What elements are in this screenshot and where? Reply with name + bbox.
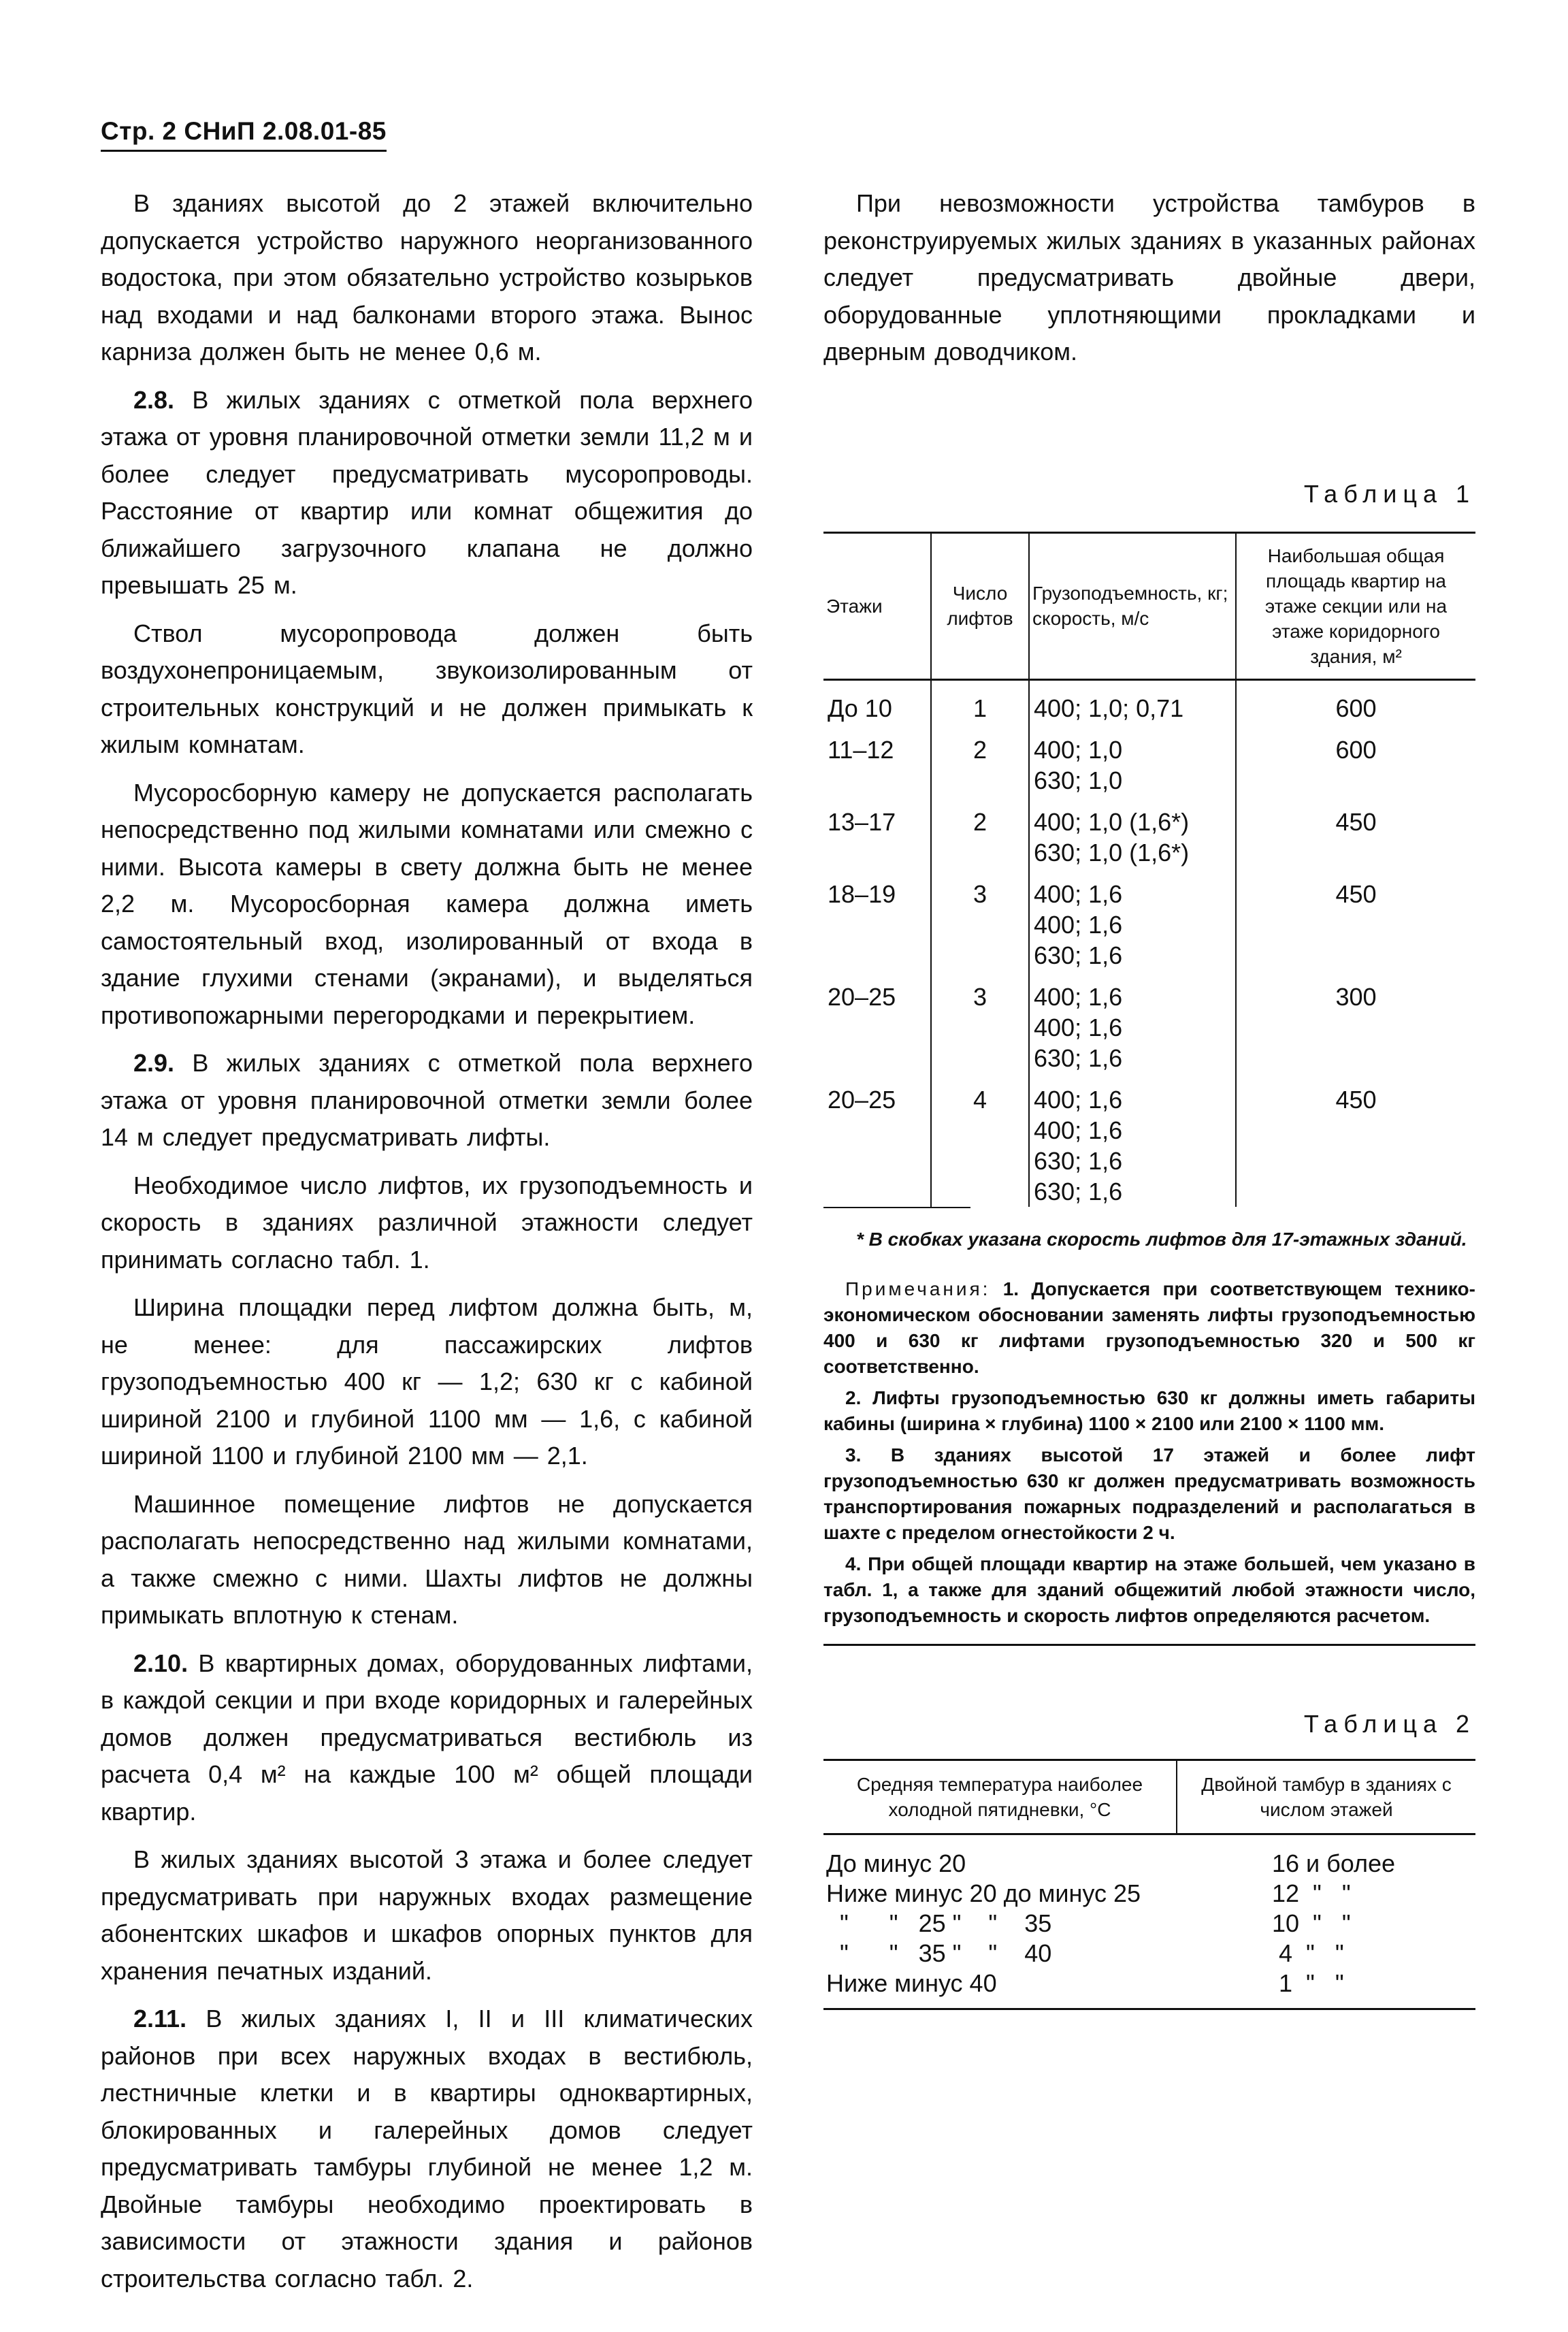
table-cell: 450 <box>1335 807 1377 836</box>
table-row <box>823 1083 1475 1207</box>
table-row <box>823 980 1475 1083</box>
note-item: 3. В зданиях высотой 17 этажей и более лифт грузоподъемностью 630 кг должен предусматривать возможность транспортирования пожарных подразделений и располагаться в шахте с пределом огнестойкости 2 ч. <box>823 1444 1475 1543</box>
table-cell: 400; 1,0 (1,6*) 630; 1,0 (1,6*) <box>1029 805 1236 877</box>
table-cell: Ниже минус 40 <box>823 1969 1177 2009</box>
table-2 <box>823 1759 1475 2010</box>
page-header: Стр. 2 СНиП 2.08.01-85 <box>101 117 387 152</box>
table-cell: 4 <box>931 1083 1029 1207</box>
paragraph: При невозможности устройства тамбуров в реконструируемых жилых зданиях в указанных районах следует предусматривать двойные двери, оборудованные уплотняющими прокладками и дверным доводчиком. <box>823 189 1475 366</box>
table-cell: " " 25 " " 35 <box>826 1909 1052 1937</box>
notes-lead: Примечания: <box>845 1278 991 1299</box>
table-cell: 4 " " <box>1272 1939 1344 1967</box>
paragraph: В зданиях высотой до 2 этажей включительно допускается устройство наружного неорганизованного водостока, при этом обязательно устройство козырьков над входами и над балконами второго этажа. Вынос карниза должен быть не менее 0,6 м. <box>101 189 753 366</box>
right-column <box>823 185 1475 2010</box>
table-cell: Ниже минус 20 до минус 25 <box>826 1879 1141 1907</box>
table-cell: 600 <box>1335 735 1377 764</box>
table-row <box>823 877 1475 980</box>
table-row <box>823 1834 1475 1879</box>
paragraph-2-10: 2.10. В квартирных домах, оборудованных лифтами, в каждой секции и при входе коридорных и галерейных домов должен предусматриваться вестибюль из расчета 0,4 м² на каждые 100 м² общей площади квартир. <box>101 1649 753 1826</box>
table-cell: " " 35 " " 40 <box>826 1939 1052 1967</box>
table-header-cell: Наибольшая общая площадь квартир на этаже секции или на этаже коридорного здания, м² <box>1236 532 1475 679</box>
table-header-cell: Средняя температура наиболее холодной пятидневки, °С <box>823 1760 1177 1834</box>
paragraph: Машинное помещение лифтов не допускается располагать непосредственно над жилыми комнатами, а также смежно с ними. Шахты лифтов не должны примыкать вплотную к стенам. <box>101 1489 753 1629</box>
table-cell: 1 <box>931 679 1029 733</box>
table-1-footnote: * В скобках указана скорость лифтов для 17-этажных зданий. <box>856 1228 1467 1250</box>
paragraph-2-11: 2.11. В жилых зданиях I, II и III климатических районов при всех наружных входах в вестибюль, лестничные клетки и в квартиры одноквартирных, блокированных и галерейных домов следует предусматривать тамбуры глубиной не менее 1,2 м. Двойные тамбуры необходимо проектировать в зависимости от этажности здания и районов строительства согласно табл. 2. <box>101 2005 753 2293</box>
paragraph-2-9: 2.9. В жилых зданиях с отметкой пола верхнего этажа от уровня планировочной отметки земли более 14 м следует предусматривать лифты. <box>101 1049 753 1151</box>
table-cell: 20–25 <box>828 1085 896 1114</box>
table-cell: 2 <box>931 733 1029 805</box>
table-header-cell: Двойной тамбур в зданиях с числом этажей <box>1177 1760 1475 1834</box>
table-cell: 400; 1,6 400; 1,6 630; 1,6 <box>1029 980 1236 1083</box>
table-cell: 450 <box>1335 879 1377 908</box>
table-row <box>823 1969 1475 2009</box>
table-header-cell: Число лифтов <box>931 532 1029 679</box>
table-header-cell: Этажи <box>823 532 931 679</box>
table-1-title: Таблица 1 <box>1303 479 1475 508</box>
table-end-rule <box>823 1207 970 1208</box>
table-cell: 3 <box>931 877 1029 980</box>
table-cell: 16 и более <box>1272 1849 1396 1877</box>
table-2-title: Таблица 2 <box>1303 1709 1475 1738</box>
note-item: Примечания: 1. Допускается при соответствующем технико-экономическом обосновании заменять лифты грузоподъемностью 400 и 630 кг лифтами грузоподъемностью 320 и 500 кг соответственно. <box>823 1278 1475 1377</box>
paragraph: Мусоросборную камеру не допускается располагать непосредственно под жилыми комнатами или смежно с ними. Высота камеры в свету должна быть не менее 2,2 м. Мусоросборная камера должна иметь самостоятельный вход, изолированный от входа в здание глухими стенами (экранами), и выделяться противопожарными перегородками и перекрытием. <box>101 778 753 1029</box>
table-cell: 12 " " <box>1272 1879 1351 1907</box>
table-cell: 10 " " <box>1272 1909 1351 1937</box>
left-column <box>101 185 753 2308</box>
paragraph-2-8: 2.8. В жилых зданиях с отметкой пола верхнего этажа от уровня планировочной отметки земли 11,2 м и более следует предусматривать мусоропроводы. Расстояние от квартир или комнат общежития до ближайшего загрузочного клапана не должно превышать 25 м. <box>101 385 753 599</box>
table-cell: 450 <box>1335 1085 1377 1114</box>
paragraph: Ширина площадки перед лифтом должна быть, м, не менее: для пассажирских лифтов грузоподъемностью 400 кг — 1,2; 630 кг с кабиной шириной 2100 и глубиной 1100 мм — 1,6, с кабиной шириной 1100 и глубиной 2100 мм — 2,1. <box>101 1293 753 1470</box>
table-cell: 2 <box>931 805 1029 877</box>
table-cell: 3 <box>931 980 1029 1083</box>
table-1 <box>823 532 1475 1207</box>
table-cell: 300 <box>1335 982 1377 1011</box>
table-cell: 11–12 <box>828 735 894 764</box>
table-cell: 400; 1,0 630; 1,0 <box>1029 733 1236 805</box>
table-row <box>823 805 1475 877</box>
table-header-cell: Грузоподъемность, кг; скорость, м/с <box>1029 532 1236 679</box>
table-cell: 18–19 <box>828 879 896 908</box>
table-row <box>823 679 1475 733</box>
paragraph: В жилых зданиях высотой 3 этажа и более следует предусматривать при наружных входах размещение абонентских шкафов и шкафов опорных пунктов для хранения печатных изданий. <box>101 1845 753 1985</box>
table-row <box>823 1909 1475 1939</box>
notes <box>823 1276 1475 1629</box>
table-cell: 20–25 <box>828 982 896 1011</box>
table-row <box>823 1939 1475 1969</box>
table-cell: До 10 <box>828 694 892 722</box>
table-row <box>823 733 1475 805</box>
table-row <box>823 1879 1475 1909</box>
table-cell: 400; 1,0; 0,71 <box>1029 679 1236 733</box>
note-item: 4. При общей площади квартир на этаже большей, чем указано в табл. 1, а также для зданий общежитий любой этажности число, грузоподъемность и скорость лифтов определяются расчетом. <box>823 1553 1475 1626</box>
note-item: 2. Лифты грузоподъемностью 630 кг должны иметь габариты кабины (ширина × глубина) 1100 × 2100 или 2100 × 1100 мм. <box>823 1387 1475 1434</box>
table-cell: 1 " " <box>1177 1969 1475 2009</box>
table-cell: 400; 1,6 400; 1,6 630; 1,6 630; 1,6 <box>1029 1083 1236 1207</box>
table-cell: 13–17 <box>828 807 896 836</box>
table-cell: 600 <box>1335 694 1377 722</box>
paragraph: Необходимое число лифтов, их грузоподъемность и скорость в зданиях различной этажности следует принимать согласно табл. 1. <box>101 1171 753 1274</box>
table-cell: 400; 1,6 400; 1,6 630; 1,6 <box>1029 877 1236 980</box>
paragraph: Ствол мусоропровода должен быть воздухонепроницаемым, звукоизолированным от строительных конструкций и не должен примыкать к жилым комнатам. <box>101 619 753 758</box>
table-cell: До минус 20 <box>826 1849 966 1877</box>
